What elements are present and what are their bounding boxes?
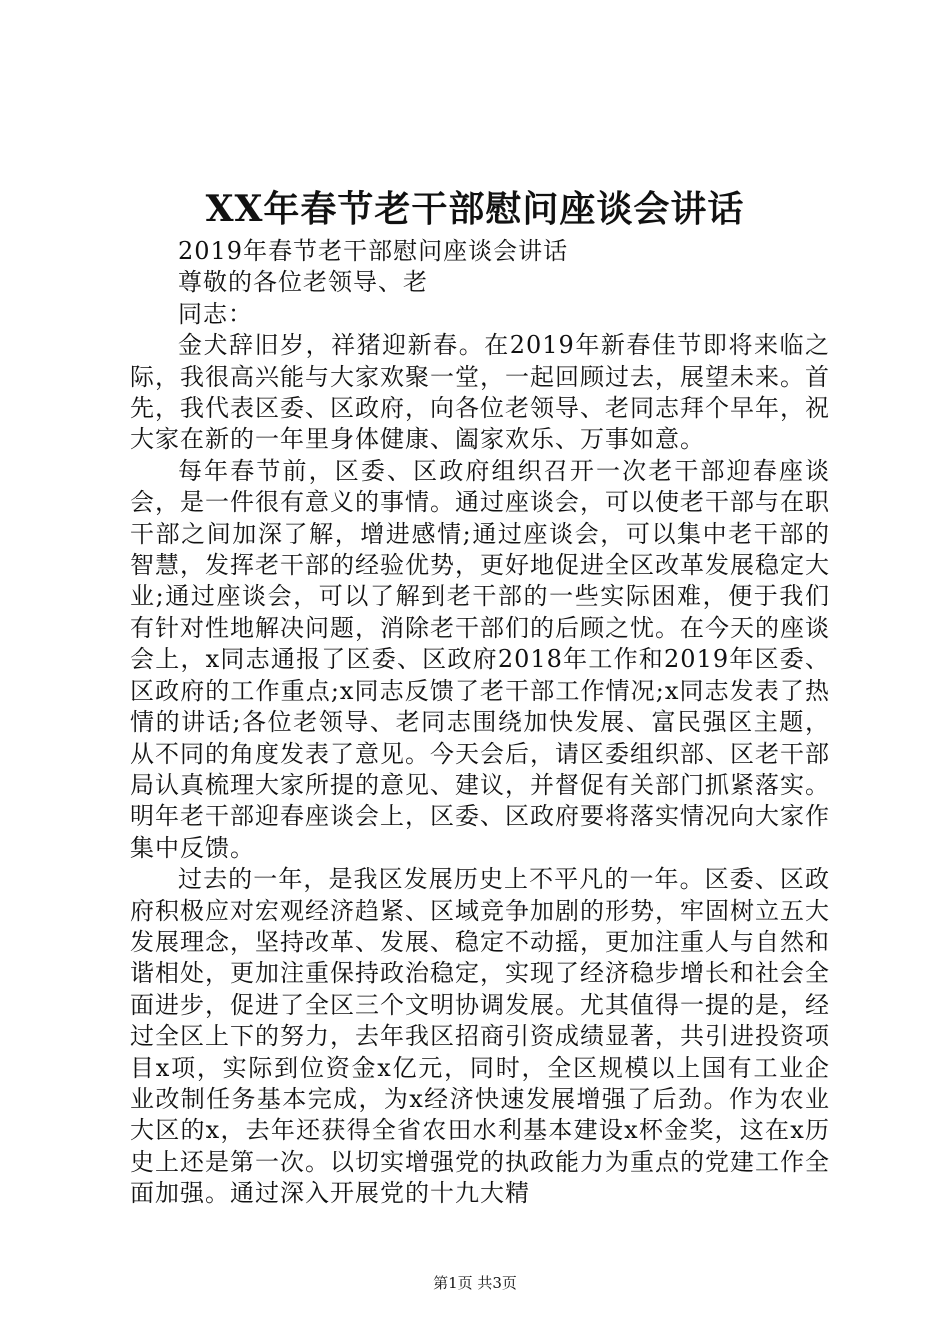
subtitle-paragraph: 2019年春节老干部慰问座谈会讲话 [178,237,569,265]
body-paragraph-1: 金犬辞旧岁，祥猪迎新春。在2019年新春佳节即将来临之际，我很高兴能与大家欢聚一堂，一起回顾过去，展望未来。首先，我代表区委、区政府，向各位老领导、老同志拜个早年，祝大家在新的一年里身体健康、阖家欢乐、万事如意。 [130,331,830,454]
salutation-line-1: 尊敬的各位老领导、老 [178,268,428,297]
body-paragraph-2: 每年春节前，区委、区政府组织召开一次老干部迎春座谈会，是一件很有意义的事情。通过座谈会，可以使老干部与在职干部之间加深了解，增进感情;通过座谈会，可以集中老干部的智慧，发挥老干部的经验优势，更好地促进全区改革发展稳定大业;通过座谈会，可以了解到老干部的一些实际困难，便于我们有针对性地解决问题，消除老干部们的后顾之忧。在今天的座谈会上，x同志通报了区委、区政府2018年工作和2019年区委、区政府的工作重点;x同志反馈了老干部工作情况;x同志发表了热情的讲话;各位老领导、老同志围绕加快发展、富民强区主题，从不同的角度发表了意见。今天会后，请区委组织部、区老干部局认真梳理大家所提的意见、建议，并督促有关部门抓紧落实。明年老干部迎春座谈会上，区委、区政府要将落实情况向大家作集中反馈。 [130,456,830,862]
salutation-line-2: 同志： [178,299,253,328]
body-paragraph-3: 过去的一年，是我区发展历史上不平凡的一年。区委、区政府积极应对宏观经济趋紧、区域竞争加剧的形势，牢固树立五大发展理念，坚持改革、发展、稳定不动摇，更加注重人与自然和谐相处，更加注重保持政治稳定，实现了经济稳步增长和社会全面进步，促进了全区三个文明协调发展。尤其值得一提的是，经过全区上下的努力，去年我区招商引资成绩显著，共引进投资项目x项，实际到位资金x亿元，同时，全区规模以上国有工业企业改制任务基本完成，为x经济快速发展增强了后劲。作为农业大区的x，去年还获得全省农田水利基本建设x杯金奖，这在x历史上还是第一次。以切实增强党的执政能力为重点的党建工作全面加强。通过深入开展党的十九大精 [130,865,830,1208]
document-title: XX年春节老干部慰问座谈会讲话 [205,188,745,230]
page-footer: 第1页 共3页 [433,1274,517,1292]
document-body [130,236,830,1210]
